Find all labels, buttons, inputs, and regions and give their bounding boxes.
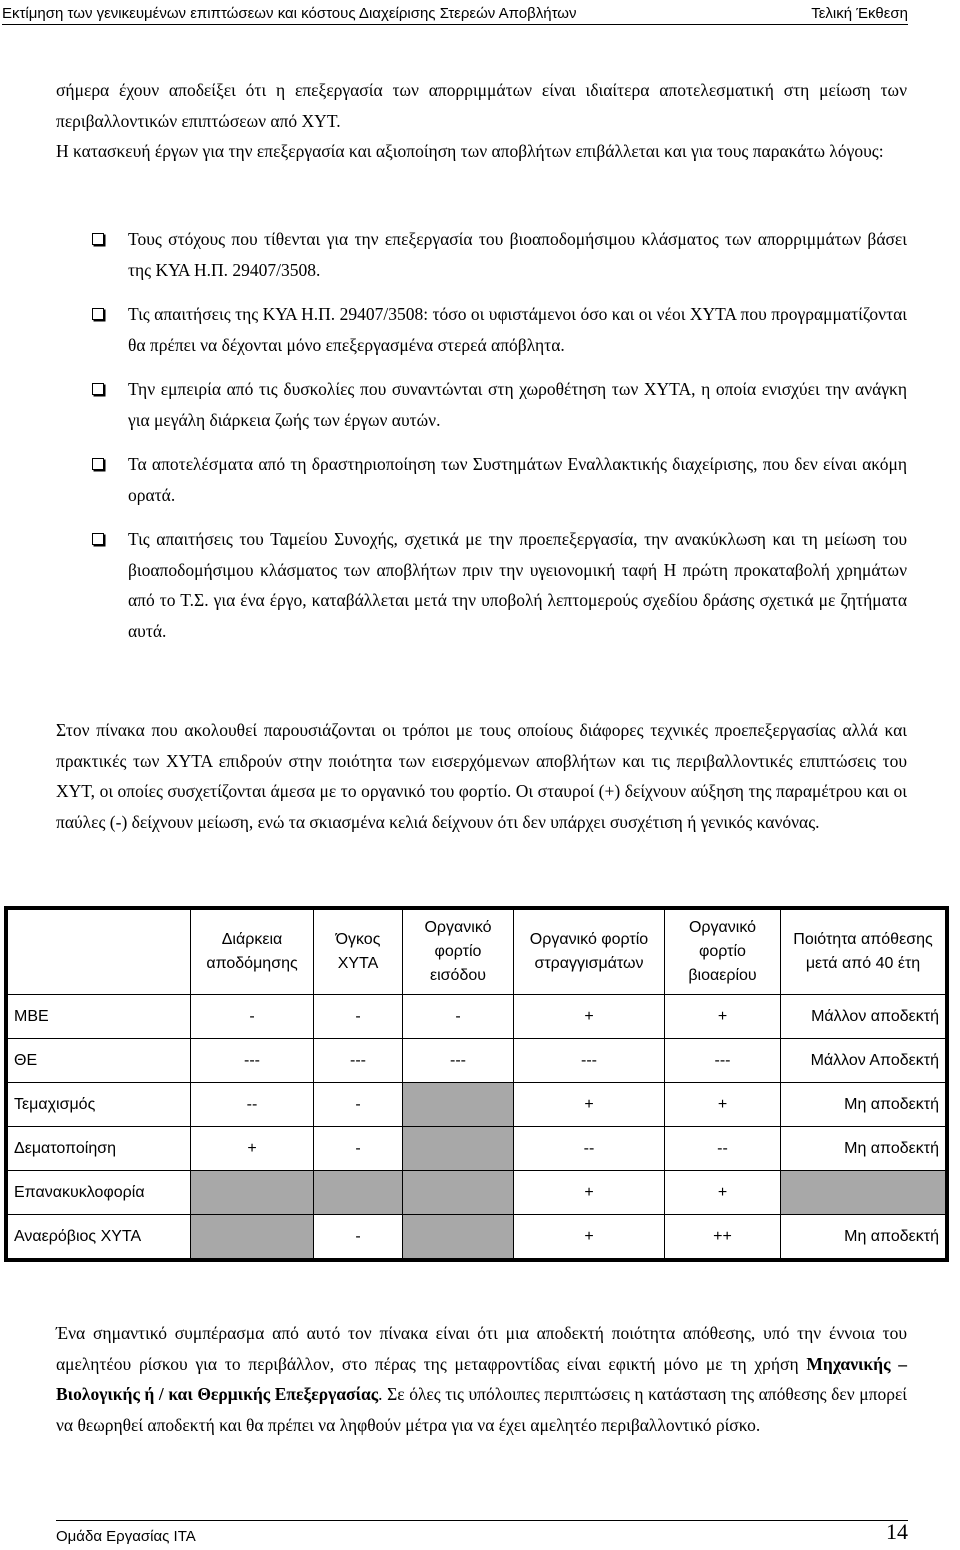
page-footer <box>56 1520 908 1545</box>
footer-group: Ομάδα Εργασίας ΙΤΑ <box>56 1528 196 1545</box>
table-cell: -- <box>514 1127 665 1171</box>
table-intro-section <box>56 715 907 837</box>
reason-item <box>92 224 907 285</box>
table-cell: + <box>514 995 665 1039</box>
table-cell: Μη αποδεκτή <box>781 1215 948 1261</box>
shaded-cell <box>403 1127 514 1171</box>
shaded-cell <box>403 1083 514 1127</box>
table-header-cell <box>6 908 191 995</box>
checkbox-bullet-icon <box>92 533 104 545</box>
page-number: 14 <box>886 1519 908 1544</box>
row-label: Επανακυκλοφορία <box>6 1171 191 1215</box>
table-cell: - <box>314 1083 403 1127</box>
table-row <box>6 1215 947 1261</box>
table-cell: ++ <box>665 1215 781 1261</box>
row-label: ΜΒΕ <box>6 995 191 1039</box>
table-cell: + <box>665 995 781 1039</box>
conclusion-text-part1: Ένα σημαντικό συμπέρασμα από αυτό τον πίνακα είναι ότι μια αποδεκτή ποιότητα απόθεσης, υπό την έννοια του αμελητέου ρίσκου για το περιβάλλον, στο πέρας της μεταφροντίδας είναι εφικτή μόνο με τη χρήση <box>56 1323 907 1374</box>
shaded-cell <box>314 1171 403 1215</box>
row-label: Αναερόβιος ΧΥΤΑ <box>6 1215 191 1261</box>
table-cell: - <box>314 1215 403 1261</box>
page-header <box>2 0 908 25</box>
table-row <box>6 1171 947 1215</box>
reason-item <box>92 299 907 360</box>
header-title: Εκτίμηση των γενικευμένων επιπτώσεων και κόστους Διαχείρισης Στερεών Αποβλήτων <box>2 5 577 22</box>
reason-text: Τους στόχους που τίθενται για την επεξεργασία του βιοαποδομήσιμου κλάσματος των απορριμμάτων βάσει της ΚΥΑ Η.Π. 29407/3508. <box>128 229 907 280</box>
intro-paragraph-2: Η κατασκευή έργων για την επεξεργασία και αξιοποίηση των αποβλήτων επιβάλλεται και για τους παρακάτω λόγους: <box>56 141 884 161</box>
table-cell: - <box>314 995 403 1039</box>
table-row <box>6 1083 947 1127</box>
table-cell: --- <box>191 1039 314 1083</box>
row-label: Δεματοποίηση <box>6 1127 191 1171</box>
table-header-cell: Οργανικό φορτίο βιοαερίου <box>665 908 781 995</box>
table-row <box>6 1039 947 1083</box>
reason-text: Τις απαιτήσεις της ΚΥΑ Η.Π. 29407/3508: τόσο οι υφιστάμενοι όσο και οι νέοι ΧΥΤΑ που προγραμματίζονται θα πρέπει να δέχονται μόνο επεξεργασμένα στερεά απόβλητα. <box>128 304 907 355</box>
table-header-cell: Όγκος ΧΥΤΑ <box>314 908 403 995</box>
conclusion-bold-text: Μηχανικής – Βιολογικής ή / και Θερμικής Επεξεργασίας <box>56 1353 907 1404</box>
conclusion-paragraph <box>56 1318 907 1440</box>
table-header-cell: Οργανικό φορτίο στραγγισμάτων <box>514 908 665 995</box>
table-row <box>6 1127 947 1171</box>
reason-text: Τις απαιτήσεις του Ταμείου Συνοχής, σχετικά με την προεπεξεργασία, την ανακύκλωση και τη μείωση του βιοαποδομήσιμου κλάσματος των αποβλήτων πριν την υγειονομική ταφή Η πρώτη προκαταβολή χρημάτων από το Τ.Σ. για ένα έργο, καταβάλλεται μετά την υποβολή λεπτομερούς σχεδίου δράσης σχετικά με ζητήματα αυτά. <box>128 529 907 641</box>
conclusion-section <box>56 1318 907 1440</box>
table-cell: + <box>665 1083 781 1127</box>
intro-section <box>56 75 907 167</box>
checkbox-bullet-icon <box>92 383 104 395</box>
table-cell: --- <box>665 1039 781 1083</box>
checkbox-bullet-icon <box>92 308 104 320</box>
table-cell: -- <box>665 1127 781 1171</box>
reasons-list <box>92 224 907 660</box>
table-cell: + <box>514 1171 665 1215</box>
table-cell: Μάλλον Αποδεκτή <box>781 1039 948 1083</box>
checkbox-bullet-icon <box>92 458 104 470</box>
table-header-cell: Οργανικό φορτίο εισόδου <box>403 908 514 995</box>
table-intro-paragraph: Στον πίνακα που ακολουθεί παρουσιάζονται οι τρόποι με τους οποίους διάφορες τεχνικές προεπεξεργασίας αλλά και πρακτικές των ΧΥΤΑ επιδρούν στην ποιότητα των εισερχόμενων αποβλήτων και τις περιβαλλοντικές επιπτώσεις του ΧΥΤ, οι οποίες συσχετίζονται άμεσα με το οργανικό του φορτίο. Οι σταυροί (+) δείχνουν αύξηση της παραμέτρου και οι παύλες (-) δείχνουν μείωση, ενώ τα σκιασμένα κελιά δείχνουν ότι δεν υπάρχει συσχέτιση ή γενικός κανόνας. <box>56 720 907 832</box>
table-header-row <box>6 908 947 995</box>
intro-paragraph-1: σήμερα έχουν αποδείξει ότι η επεξεργασία των απορριμμάτων είναι ιδιαίτερα αποτελεσματική στη μείωση των περιβαλλοντικών επιπτώσεων από ΧΥΤ. <box>56 80 907 131</box>
table-cell: --- <box>403 1039 514 1083</box>
shaded-cell <box>403 1215 514 1261</box>
shaded-cell <box>191 1215 314 1261</box>
table-cell: + <box>514 1215 665 1261</box>
table-header-cell: Ποιότητα απόθεσης μετά από 40 έτη <box>781 908 948 995</box>
table-cell: Μη αποδεκτή <box>781 1083 948 1127</box>
reason-item <box>92 449 907 510</box>
table-header-cell: Διάρκεια αποδόμησης <box>191 908 314 995</box>
table-cell: + <box>514 1083 665 1127</box>
reason-text: Τα αποτελέσματα από τη δραστηριοποίηση των Συστημάτων Εναλλακτικής διαχείρισης, που δεν είναι ακόμη ορατά. <box>128 454 907 505</box>
reason-item <box>92 524 907 646</box>
table-cell: Μη αποδεκτή <box>781 1127 948 1171</box>
table-cell: - <box>191 995 314 1039</box>
comparison-table <box>4 906 949 1262</box>
table-cell: -- <box>191 1083 314 1127</box>
row-label: ΘΕ <box>6 1039 191 1083</box>
table-cell: Μάλλον αποδεκτή <box>781 995 948 1039</box>
table-cell: - <box>403 995 514 1039</box>
shaded-cell <box>403 1171 514 1215</box>
header-report-label: Τελική Έκθεση <box>811 5 908 22</box>
conclusion-text-part2: . Σε όλες τις υπόλοιπες περιπτώσεις η κατάσταση της απόθεσης δεν μπορεί να θεωρηθεί αποδεκτή και θα πρέπει να ληφθούν μέτρα για να έχει αμελητέο περιβαλλοντικό ρίσκο. <box>56 1384 908 1435</box>
table-cell: + <box>665 1171 781 1215</box>
table-cell: --- <box>514 1039 665 1083</box>
row-label: Τεμαχισμός <box>6 1083 191 1127</box>
table-cell: - <box>314 1127 403 1171</box>
reason-text: Την εμπειρία από τις δυσκολίες που συναντώνται στη χωροθέτηση των ΧΥΤΑ, η οποία ενισχύει την ανάγκη για μεγάλη διάρκεια ζωής των έργων αυτών. <box>128 379 907 430</box>
table-row <box>6 995 947 1039</box>
table-cell: + <box>191 1127 314 1171</box>
checkbox-bullet-icon <box>92 233 104 245</box>
shaded-cell <box>191 1171 314 1215</box>
shaded-cell <box>781 1171 948 1215</box>
table-cell: --- <box>314 1039 403 1083</box>
reason-item <box>92 374 907 435</box>
